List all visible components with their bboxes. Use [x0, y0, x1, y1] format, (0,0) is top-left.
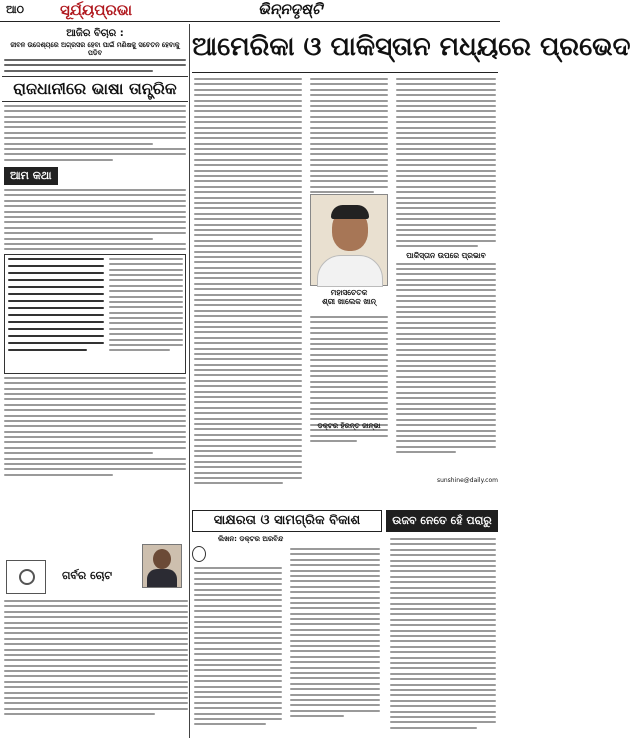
paper-name: ସୂର୍ଯ୍ୟପ୍ରଭା [60, 1, 133, 19]
main-col-2 [308, 76, 390, 197]
article-body [4, 105, 186, 161]
pull-quote-box [4, 254, 186, 374]
article-byline: ଡକ୍ଟର ହିରନ୍ତ ଜାନ୍ଭା [317, 422, 381, 430]
left-column [2, 24, 188, 738]
thought-lead: ଜୀବନ ଉଦ୍ଦେଶ୍ୟରେ ଅଗ୍ରସର ହେବା ପାଇଁ ମଣିଷକୁ ସଚେତନ ହେବାକୁ ପଡିବ [10, 41, 180, 57]
email-address: sunshine@daily.com [436, 477, 498, 484]
section-title: ଭିନ୍ନଦୃଷ୍ଟି [258, 0, 323, 18]
bottom-col-2 [288, 546, 382, 721]
article-subhead: ପାକିସ୍ତାନ ଉପରେ ପ୍ରଭାବ [406, 250, 486, 260]
caption-name: ଶ୍ରୀ ଖାଲେକ ଖାନ୍ [322, 297, 376, 306]
article-body-3 [4, 377, 186, 476]
caption-title: ମହାସଚେତକ [330, 288, 368, 297]
thought-kicker: ଆଜିର ବିଚାର : [66, 28, 124, 39]
bottom-article-headline: ସାକ୍ଷରତା ଓ ସାମଗ୍ରିକ ବିକାଶ [192, 510, 382, 532]
column-divider [189, 24, 190, 738]
main-headline: ଆମେରିକା ଓ ପାକିସ୍ତାନ ମଧ୍ୟରେ ପ୍ରଭେଦ [192, 32, 631, 62]
side-box-body [388, 536, 498, 732]
thought-text [4, 59, 186, 72]
page-number: ଆଠ [6, 3, 24, 16]
main-col-3 [394, 76, 498, 457]
side-box-headline: ଉଜବ ନେତେ ହେଁ ପରାରୁ [386, 510, 498, 532]
politician-photo [310, 194, 388, 286]
article-headline: ରାଜଧାନୀରେ ଭାଷା ତାନ୍ତ୍ରିକ [2, 76, 188, 102]
box-body [4, 600, 188, 719]
photo-caption [310, 288, 388, 306]
column-tag: ଆମ କଥା [4, 167, 58, 185]
column-logo [6, 560, 46, 594]
dropcap-icon [192, 546, 206, 562]
page-header [0, 0, 500, 22]
author-photo [142, 544, 182, 588]
bottom-article-byline: ଲିଖନ: ଡକ୍ଟର ଅରବିନ୍ଦ [218, 535, 284, 543]
box-title: ଗର୍ବର ଚୋଟ [61, 569, 113, 582]
article-body-2 [4, 189, 186, 250]
bottom-col-1 [192, 546, 284, 729]
right-column [192, 24, 631, 738]
main-col-1 [192, 76, 304, 488]
headline-rule [192, 72, 498, 73]
sun-icon [19, 569, 35, 585]
